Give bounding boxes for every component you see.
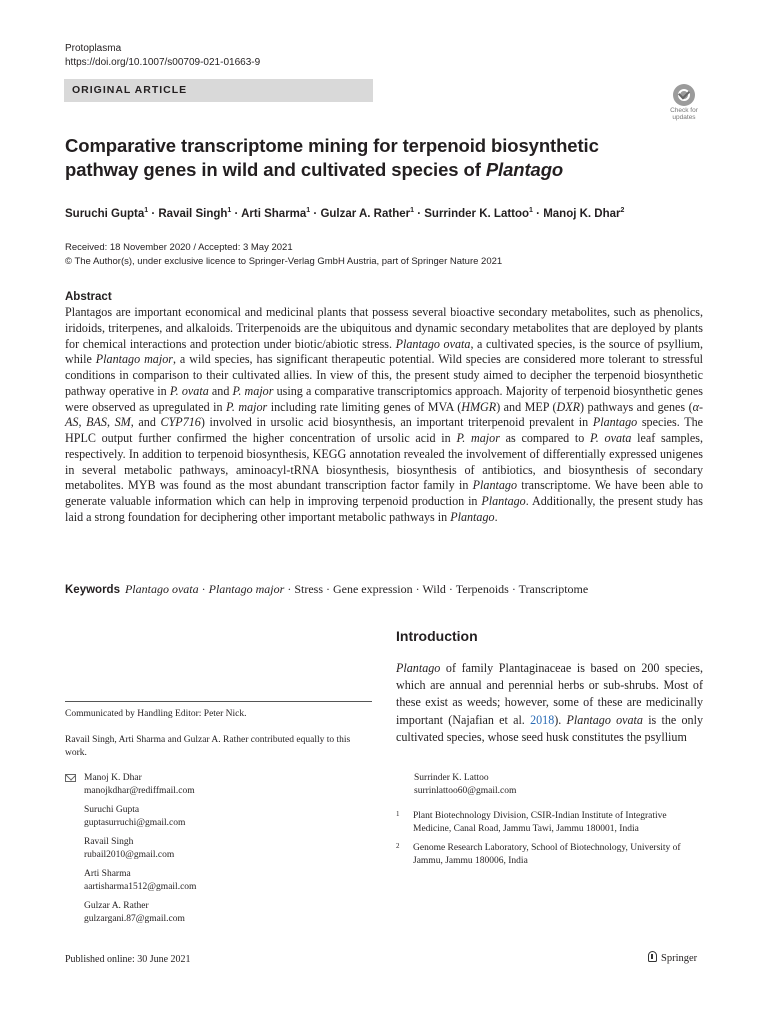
contact-email[interactable]: surrinlattoo60@gmail.com [414,785,517,796]
abstract-text: . [494,509,498,524]
author-affiliation-mark: 1 [306,207,311,214]
envelope-icon [65,774,76,782]
abstract-text: DXR [556,399,581,414]
contact-name: Surrinder K. Lattoo [414,773,489,783]
abstract-text: P. major [456,431,500,445]
abstract-text: transcriptome. We have been able to generate valuable information which can help in improving terpenoid production in [65,478,703,508]
footnote-editor: Communicated by Handling Editor: Peter Nick. [65,709,247,719]
article-type-bar [64,79,373,102]
abstract-text: leaf samples, respectively. In addition to terpenoid biosynthesis, KEGG annotation revealed the involvement of differentially expressed unigenes in several metabolic pathways, aminoacyl-tRNA biosynthesis, biosynthesis of antibiotics, and biosynthesis of secondary metabolites. MYB was found as the most abundant transcription factor family in [65,431,703,493]
author-separator: · [414,207,425,220]
abstract-text: using a comparative transcriptomics approach. Majority of terpenoid biosynthetic genes were observed as upregulated in [65,383,703,414]
introduction-text: Plantago [396,661,441,675]
article-title [65,134,625,182]
abstract-text: . Additionally, the present study has laid a strong foundation for deciphering other important metabolic pathways in [65,494,704,524]
keywords-heading: Keywords [65,584,120,596]
keyword[interactable]: Wild [422,582,446,596]
contact-entry [65,900,365,925]
abstract-text: Plantago [472,478,518,493]
check-for-updates-badge[interactable] [664,84,704,124]
title-text: Comparative transcriptome mining for terpenoid biosynthetic pathway genes in wild and cultivated species of [65,135,599,180]
abstract-text: including rate limiting genes of MVA ( [267,399,462,414]
journal-name: Protoplasma [65,43,122,54]
abstract-text: Plantago major [95,352,173,367]
keyword[interactable]: Gene expression [332,582,413,596]
contact-email[interactable]: aartisharma1512@gmail.com [84,881,197,892]
footnote-equal-contribution: Ravail Singh, Arti Sharma and Gulzar A. Rather contributed equally to this work. [65,735,351,758]
title-italic: Plantago [485,159,564,180]
abstract-text: SM [114,415,131,430]
contact-entry [65,804,365,829]
abstract-text: Plantago [450,509,495,524]
introduction-text: Plantago ovata [566,712,643,727]
published-online-date: Published online: 30 June 2021 [65,954,191,965]
author-separator: · [532,207,544,220]
affiliation-number: 1 [396,810,400,818]
keywords-list [125,582,588,596]
keyword[interactable]: Stress [294,582,323,596]
author-name[interactable]: Manoj K. Dhar [543,207,621,220]
contact-name: Suruchi Gupta [84,805,140,815]
contact-email[interactable]: guptasurruchi@gmail.com [84,817,186,828]
abstract-text: P. ovata [589,431,632,445]
author-affiliation-mark: 1 [529,207,533,214]
abstract-text: Plantago [592,415,638,430]
abstract-text: ) involved in ursolic acid biosynthesis, an important triterpenoid prevalent in [200,415,593,430]
abstract-body [65,305,703,526]
author-name[interactable]: Ravail Singh [158,207,228,220]
footnote-divider [65,701,372,702]
introduction-text: is the only cultivated species, whose seed husk constitutes the psyllium [396,712,703,744]
author-affiliation-mark: 2 [620,207,625,214]
copyright-notice: © The Author(s), under exclusive licence to Springer-Verlag GmbH Austria, part of Springer Nature 2021 [65,256,503,267]
author-name[interactable]: Surrinder K. Lattoo [424,207,530,220]
keyword-separator: · [508,582,519,596]
abstract-text: as compared to [499,431,590,445]
abstract-text: α-AS [65,399,704,430]
abstract-text: species. The HPLC output further confirmed the higher concentration of ursolic acid in [65,415,704,445]
doi-link[interactable]: https://doi.org/10.1007/s00709-021-01663-9 [65,57,261,68]
keyword[interactable]: Transcriptome [518,582,589,596]
author-list [65,203,624,222]
contact-name: Arti Sharma [84,869,131,879]
author-separator: · [310,207,321,220]
introduction-body [396,660,703,746]
affiliation-entry [396,842,706,867]
contact-email[interactable]: manojkdhar@rediffmail.com [84,785,195,796]
abstract-text: HMGR [461,399,497,414]
keyword-separator: · [412,582,423,596]
article-type-label: ORIGINAL ARTICLE [72,84,188,96]
received-accepted-dates: Received: 18 November 2020 / Accepted: 3 May 2021 [65,242,293,253]
corresponding-contacts [65,772,365,932]
abstract-text: ) pathways and genes ( [580,399,693,414]
keyword-separator: · [284,582,295,596]
affiliation-entry [396,810,706,835]
abstract-text: Plantagos are important economical and medicinal plants that possess several bioactive secondary metabolites, such as phenolics, iridoids, triterpenes, and alkaloids. Triterpenoids are the ubiquitous and dynamic secondary metabolites that are deployed by plants for chemical interactions and protection under biotic/abiotic stress. [65,305,703,351]
author-separator: · [231,207,242,220]
contact-name: Gulzar A. Rather [84,901,149,911]
check-updates-icon [673,84,695,106]
affiliation-number: 2 [396,842,400,850]
abstract-text: , a wild species, has significant therapeutic potential. Wild species are considered more tolerant to stressful conditions in comparison to their cultivated allies. In view of this, the present study aimed to decipher the terpenoid biosynthetic pathway operative in [65,352,703,398]
abstract-text: , [106,415,115,430]
keyword[interactable]: Plantago ovata [124,582,199,596]
contact-lattoo [414,772,516,797]
introduction-heading: Introduction [396,628,478,644]
abstract-text: Plantago [481,494,526,508]
author-name[interactable]: Suruchi Gupta [65,207,145,220]
abstract-text: Plantago ovata [395,336,471,351]
springer-logo [647,951,697,964]
springer-horse-icon [647,951,657,962]
citation-link[interactable]: 2018 [530,712,555,727]
contact-email[interactable]: rubail2010@gmail.com [84,849,175,860]
contact-name: Ravail Singh [84,837,134,847]
author-name[interactable]: Arti Sharma [241,207,307,220]
abstract-text: ) and MEP ( [496,399,557,414]
affiliations [396,810,706,874]
abstract-text: , [78,415,87,430]
check-updates-label: Check for updates [670,107,698,121]
abstract-text: P. major [226,399,268,414]
contact-entry [65,836,365,861]
abstract-text: BAS [86,415,107,430]
keyword-separator: · [445,582,456,596]
author-separator: · [148,207,159,220]
keyword[interactable]: Terpenoids [455,582,509,596]
publisher-name: Springer [661,953,698,964]
author-affiliation-mark: 1 [144,207,149,214]
affiliation-text: Plant Biotechnology Division, CSIR-Indian Institute of Integrative Medicine, Canal Road, Jammu Tawi, Jammu 180001, India [413,811,667,834]
introduction-text: of family Plantaginaceae is based on 200 species, which are annual and perennial herbs or sub-shrubs. Most of these exist as weeds; however, some of these are medicinally important (Najafian et al. [396,661,703,727]
contact-entry [65,772,365,797]
abstract-text: P. ovata [169,383,209,398]
introduction-text: ). [554,712,567,727]
contact-entry [65,868,365,893]
abstract-text: P. major [232,383,274,398]
contact-email[interactable]: gulzargani.87@gmail.com [84,913,185,924]
contact-name: Manoj K. Dhar [84,773,142,783]
author-affiliation-mark: 1 [227,207,232,214]
keywords [65,581,703,598]
keyword-separator: · [198,582,209,596]
author-affiliation-mark: 1 [410,207,415,214]
abstract-text: , and [130,415,161,430]
abstract-heading: Abstract [65,291,112,303]
abstract-text: , a cultivated species, is the source of psyllium, while [65,336,704,367]
abstract-text: and [208,383,233,398]
keyword-separator: · [322,582,333,596]
author-name[interactable]: Gulzar A. Rather [320,207,411,220]
abstract-text: CYP716 [160,415,201,430]
keyword[interactable]: Plantago major [208,582,285,596]
affiliation-text: Genome Research Laboratory, School of Biotechnology, University of Jammu, Jammu 180006, India [413,843,681,866]
